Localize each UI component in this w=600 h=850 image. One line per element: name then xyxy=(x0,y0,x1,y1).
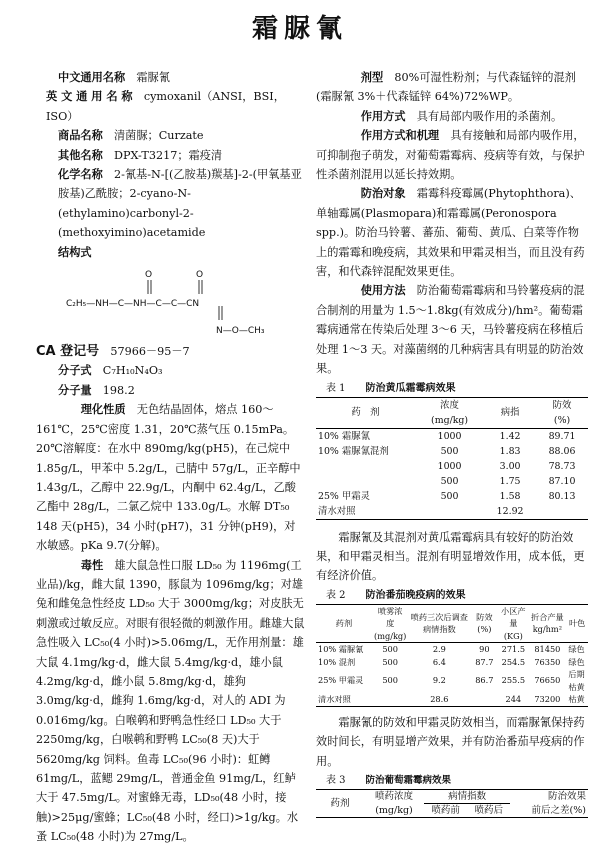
cell: 255.5 xyxy=(501,675,526,686)
table-row xyxy=(316,668,588,693)
struct-o1: O xyxy=(145,270,153,281)
table-row xyxy=(316,428,588,444)
cell: 9.2 xyxy=(432,675,446,686)
cell: 87.7 xyxy=(475,656,494,667)
cell xyxy=(316,474,415,489)
cn-name-value: 霜脲氰 xyxy=(136,71,170,84)
cell: 254.5 xyxy=(501,656,526,667)
table1-title: 防治黄瓜霜霉病效果 xyxy=(365,382,456,394)
cell: 后期枯黄 xyxy=(568,669,585,692)
formula-row xyxy=(36,361,306,380)
cell: 1.58 xyxy=(499,490,521,502)
table-row xyxy=(316,489,588,504)
struct-o2: O xyxy=(196,270,204,281)
cell xyxy=(316,459,415,474)
form-paragraph xyxy=(316,68,588,107)
props-label: 理化性质 xyxy=(80,403,126,417)
cn-name-label: 中文通用名称 xyxy=(58,71,126,84)
form-label: 剂型 xyxy=(360,71,384,84)
table2-h-eff: 防效(%) xyxy=(476,611,493,635)
cas-row xyxy=(36,342,306,361)
page-title: 霜脲氰 xyxy=(251,14,348,44)
table3-h-eff: 防治效果 xyxy=(547,791,586,803)
table-row xyxy=(316,656,588,669)
mode-label: 作用方式 xyxy=(360,109,406,123)
cell: 10% 霜脲氰混剂 xyxy=(318,445,389,457)
cell: 500 xyxy=(440,445,459,457)
cell: 81450 xyxy=(534,644,561,655)
cell: 3.00 xyxy=(499,460,521,472)
cell: 88.06 xyxy=(548,445,576,457)
cell: 10% 霜脲氰 xyxy=(318,430,370,442)
table2-header xyxy=(316,604,588,643)
table1-h-eff: 防效 (%) xyxy=(552,399,572,426)
struct-methoxy: N—O—CH₃ xyxy=(216,326,265,337)
table2-h-leaf: 叶色 xyxy=(568,618,586,629)
para3: 霜脲氰的防效和甲霜灵防效相当，而霜脲氰保持药效时间长，有明显增产效果，并有防治番茄早疫病的作用。 xyxy=(316,715,585,768)
chem-value: 2-氰基-N-[(乙胺基)羰基]-2-(甲氧基亚胺基)乙酰胺；2-cyano-N-(ethylamino)carbonyl-2-(methoxyimino)acetamide xyxy=(58,168,302,240)
cell: 76650 xyxy=(534,675,561,686)
mech-label: 作用方式和机理 xyxy=(360,129,440,143)
table-row xyxy=(316,643,588,656)
left-column xyxy=(36,68,306,847)
cell: 10% 霜脲氰 xyxy=(318,644,364,655)
cell: 1000 xyxy=(437,430,462,442)
target-paragraph xyxy=(316,184,588,281)
cell: 枯黄 xyxy=(568,694,585,705)
table2 xyxy=(316,604,588,707)
mech-text: 具有接触和局部内吸作用，可抑制孢子萌发，对葡萄霜霉病、疫病等有效，与保护性杀菌剂混用以延长持效期。 xyxy=(316,129,585,182)
trade-value: 清菌脲；Curzate xyxy=(113,129,204,143)
table3-h-conc: 喷药浓度 xyxy=(374,791,413,803)
table-row xyxy=(316,444,588,459)
mode-text: 具有局部内吸作用的杀菌剂。 xyxy=(416,109,563,123)
table3 xyxy=(316,789,588,818)
cell: 87.10 xyxy=(548,475,576,487)
mw-value: 198.2 xyxy=(102,383,135,397)
table3-h-drug: 药剂 xyxy=(330,797,350,809)
cell: 500 xyxy=(440,490,459,502)
table-row xyxy=(316,474,588,489)
cell: 12.92 xyxy=(496,505,524,517)
target-text: 霜霉科疫霉属(Phytophthora)、单轴霉属(Plasmopara)和霜霉属(Peronospora spp.)。防治马铃薯、蕃茄、葡萄、黄瓜、白菜等作物上的霜霉和晚疫病，其效果和甲霜灵相当，而且没有药害，和代森锌混配效果更佳。 xyxy=(316,187,585,279)
chem-row xyxy=(36,165,306,243)
table2-h-drug: 药剂 xyxy=(335,618,353,629)
other-value: DPX-T3217；霜疫清 xyxy=(113,148,223,162)
para2: 霜脲氰及其混剂对黄瓜霜霉病具有较好的防治效果，和甲霜灵相当。混剂有明显增效作用，成本低，更有经济价值。 xyxy=(316,530,585,583)
table2-h-index: 喷药三次后调查病情指数 xyxy=(410,611,468,635)
mech-paragraph xyxy=(316,126,588,184)
mw-row xyxy=(36,381,306,400)
cell: 1000 xyxy=(437,460,462,472)
cell: 2.9 xyxy=(432,644,446,655)
table-row xyxy=(316,693,588,706)
cell: 绿色 xyxy=(568,656,585,667)
table3-title: 防治葡萄霜霉病效果 xyxy=(365,774,452,786)
usage-label: 使用方法 xyxy=(360,284,406,298)
cell: 500 xyxy=(382,675,398,686)
cas-label: CA 登记号 xyxy=(36,344,100,360)
cell: 1.75 xyxy=(499,475,521,487)
table1-h-conc: 浓度 (mg/kg) xyxy=(431,399,469,426)
cell: 清水对照 xyxy=(318,694,351,705)
en-name-label: 英 文 通 用 名 称 xyxy=(46,90,133,104)
cell: 10% 混剂 xyxy=(318,656,356,667)
table3-h-conc-unit: (mg/kg) xyxy=(375,804,413,816)
struct-main: C₂H₅—NH—C—NH—C—C—CN xyxy=(66,299,200,310)
struct-label: 结构式 xyxy=(58,245,92,259)
formula-value: C₇H₁₀N₄O₃ xyxy=(102,364,163,378)
cas-value: 57966－95－7 xyxy=(110,345,190,359)
en-name-row xyxy=(36,87,306,126)
table2-h-conv: 折合产量kg/hm² xyxy=(530,611,564,635)
table3-no: 表 3 xyxy=(326,774,346,786)
cell: 28.6 xyxy=(430,694,449,705)
cell: 1.42 xyxy=(499,430,521,442)
table3-caption xyxy=(316,773,588,789)
trade-label: 商品名称 xyxy=(58,129,103,143)
structure-formula xyxy=(36,262,306,342)
cell: 25% 甲霜灵 xyxy=(318,490,370,502)
cell: 271.5 xyxy=(501,644,526,655)
cell xyxy=(372,693,408,706)
cell: 86.7 xyxy=(475,675,494,686)
table1-header xyxy=(316,397,588,428)
cell: 89.71 xyxy=(548,430,576,442)
mode-paragraph xyxy=(316,107,588,126)
table3-h-diff: 前后之差 xyxy=(531,804,570,816)
tox-paragraph xyxy=(36,556,306,847)
table1-caption xyxy=(316,381,588,397)
cell: 80.13 xyxy=(548,490,576,502)
cell: 244 xyxy=(505,694,522,705)
cell: 清水对照 xyxy=(318,505,356,517)
cell: 25% 甲霜灵 xyxy=(318,675,364,686)
chem-label: 化学名称 xyxy=(58,168,103,182)
cell xyxy=(415,504,484,520)
other-label: 其他名称 xyxy=(58,148,103,162)
cell: 500 xyxy=(382,644,398,655)
target-label: 防治对象 xyxy=(360,187,406,201)
usage-paragraph xyxy=(316,281,588,378)
other-row xyxy=(36,146,306,165)
cell xyxy=(536,504,588,520)
table3-h-eff-unit: (%) xyxy=(569,804,586,816)
cn-name-row xyxy=(36,68,306,87)
table1-h-index: 病指 xyxy=(500,407,520,418)
cell: 78.73 xyxy=(548,460,576,472)
table-row xyxy=(316,504,588,520)
table3-header-1 xyxy=(316,789,588,803)
table-row xyxy=(316,459,588,474)
cell: 1.83 xyxy=(499,445,521,457)
table1-no: 表 1 xyxy=(326,382,346,394)
cell: 6.4 xyxy=(432,656,446,667)
cell xyxy=(470,693,498,706)
en-name-value: cymoxanil（ANSI，BSI，ISO） xyxy=(46,90,285,123)
table2-caption xyxy=(316,588,588,604)
tox-text: 雄大鼠急性口服 LD₅₀ 为 1196mg(工业品)/kg，雌大鼠 1390，豚鼠为 1096mg/kg；对雄兔和雌兔急性经皮 LD₅₀ 大于 3000mg/kg；对皮肤无刺激或过敏反应。对眼有很轻微的刺激作用。雌雄大鼠急性吸入 LC₅₀(4 小时)>5.06mg/L，无作用剂量：雄大鼠 4.1mg/kg·d，雌大鼠 5.4mg/kg·d，雄小鼠 4.2mg/kg·d，雌小鼠 5.8mg/kg·d，雄狗 3.0mg/kg·d，雌狗 1.6mg/kg·d，对人的 ADI 为 0.016mg/kg。白喉鹌和野鸭急性经口 LD₅₀ 大于 2250mg/kg，白喉鹌和野鸭 LC₅₀(8 天)大于 5620mg/kg 饲料。鱼毒 LC₅₀(96 小时)：虹鳟 61mg/L，蓝鳃 29mg/L，普通金鱼 91mg/L，红鲈大于 47.5mg/L。对蜜蜂无毒，LD₅₀(48 小时，接触)>25μg/蜜蜂；LC₅₀(48 小时，经口)>1g/kg。水蚤 LC₅₀(48 小时)为 27mg/L。 xyxy=(36,558,305,844)
right-column xyxy=(316,68,588,818)
trade-row xyxy=(36,126,306,145)
usage-text: 防治葡萄霜霉病和马铃薯疫病的混合制剂的用量为 1.5～1.8kg(有效成分)/hm²。葡萄霜霉病通常在传染后处理 3～6 天，马铃薯疫病在移植后处理 1～3 天。对藻菌纲的几种病害具有明显的防治效果。 xyxy=(316,284,585,376)
cell: 绿色 xyxy=(568,644,585,655)
table1 xyxy=(316,397,588,520)
cell: 500 xyxy=(382,656,398,667)
form-text: 80%可湿性粉剂；与代森锰锌的混剂(霜脲氰 3%＋代森锰锌 64%)72%WP。 xyxy=(316,71,576,104)
props-text: 无色结晶固体，熔点 160～161℃，25℃密度 1.31，20℃蒸气压 0.15mPa。20℃溶解度：在水中 890mg/kg(pH5)，在己烷中 1.85g/L，甲苯中 5.2g/L，己腈中 57g/L，正辛醇中 1.43g/L，乙醇中 22.9g/L，内酮中 62.4g/L，乙酸乙酯中 28g/L，二氯乙烷中 133.0g/L。水解 DT₅₀ 148 天(pH5)，34 小时(pH7)，31 分钟(pH9)，对水敏感。pKa 9.7(分解)。 xyxy=(36,403,301,553)
table2-h-conc: 喷雾浓度(mg/kg) xyxy=(374,605,407,641)
props-paragraph xyxy=(36,400,306,555)
tox-label: 毒性 xyxy=(80,558,104,572)
cell: 500 xyxy=(440,475,459,487)
table2-title: 防治番茄晚疫病的效果 xyxy=(365,589,466,601)
cell: 76350 xyxy=(534,656,561,667)
table1-h-drug: 药 剂 xyxy=(351,407,380,418)
cell: 90 xyxy=(479,644,490,655)
table2-no: 表 2 xyxy=(326,589,346,601)
mw-label: 分子量 xyxy=(58,383,92,397)
table3-h-before: 喷药前 xyxy=(431,804,460,816)
table3-h-after: 喷药后 xyxy=(474,804,504,816)
formula-label: 分子式 xyxy=(58,364,92,378)
cell: 73200 xyxy=(534,694,561,705)
table2-h-yield: 小区产量(KG) xyxy=(501,605,526,641)
table3-h-index: 病情指数 xyxy=(424,789,510,803)
